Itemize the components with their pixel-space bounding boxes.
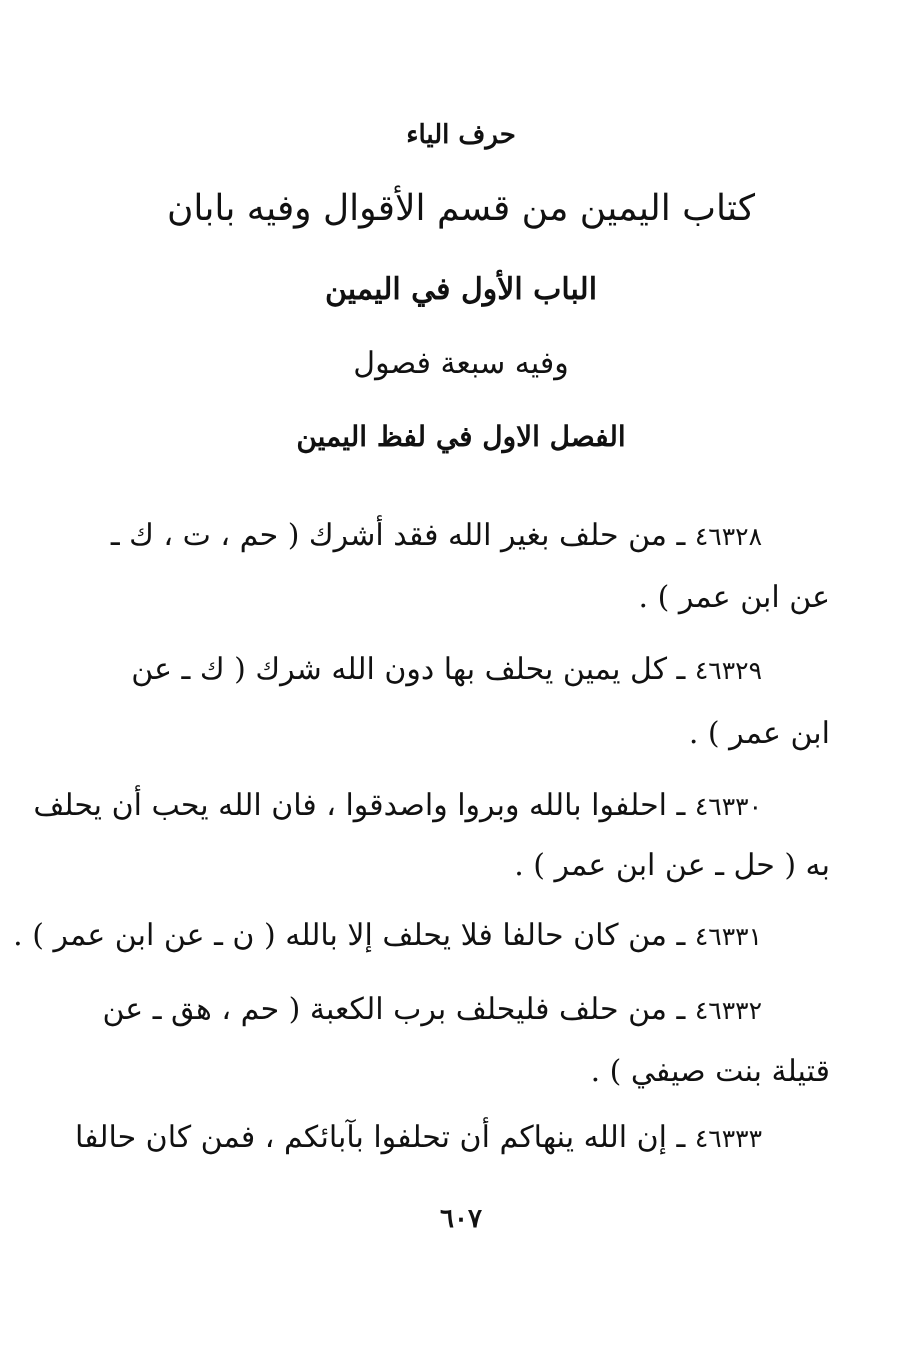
hadith-number: ٤٦٣٣٢: [694, 996, 762, 1025]
page-number: ٦٠٧: [440, 1204, 482, 1234]
chapter-title: الباب الأول في اليمين: [324, 272, 598, 307]
letter-heading: حرف الياء: [406, 120, 516, 150]
hadith-number: ٤٦٣٢٨: [694, 522, 762, 551]
hadith-continuation: عن ابن عمر ) .: [638, 580, 830, 615]
hadith-number: ٤٦٣٣٠: [694, 792, 762, 821]
sections-note: وفيه سبعة فصول: [353, 346, 569, 381]
hadith-entry-line: [132, 650, 762, 691]
hadith-text: ـ من كان حالفا فلا يحلف إلا بالله ( ن ـ عن ابن عمر ) .: [13, 918, 686, 953]
hadith-text: ـ من حلف فليحلف برب الكعبة ( حم ، هق ـ عن: [102, 992, 686, 1027]
hadith-entry-line: [33, 786, 762, 827]
hadith-number: ٤٦٣٣١: [694, 922, 762, 951]
hadith-text: ـ كل يمين يحلف بها دون الله شرك ( ك ـ عن: [131, 652, 686, 687]
section-title: الفصل الاول في لفظ اليمين: [296, 420, 626, 453]
hadith-text: ـ من حلف بغير الله فقد أشرك ( حم ، ت ، ك ـ: [110, 518, 686, 553]
book-title: كتاب اليمين من قسم الأقوال وفيه بابان: [166, 188, 756, 229]
hadith-entry-line: [102, 990, 762, 1031]
hadith-text: ـ إن الله ينهاكم أن تحلفوا بآبائكم ، فمن كان حالفا: [75, 1120, 686, 1155]
hadith-entry-line: [13, 916, 762, 957]
hadith-entry-line: [75, 1118, 762, 1159]
hadith-entry-line: [110, 516, 762, 557]
hadith-continuation: قتيلة بنت صيفي ) .: [590, 1054, 830, 1089]
hadith-text: ـ احلفوا بالله وبروا واصدقوا ، فان الله يحب أن يحلف: [33, 788, 686, 823]
hadith-continuation: به ( حل ـ عن ابن عمر ) .: [514, 848, 830, 883]
hadith-number: ٤٦٣٢٩: [694, 656, 762, 685]
hadith-continuation: ابن عمر ) .: [688, 716, 830, 751]
hadith-number: ٤٦٣٣٣: [694, 1124, 762, 1153]
